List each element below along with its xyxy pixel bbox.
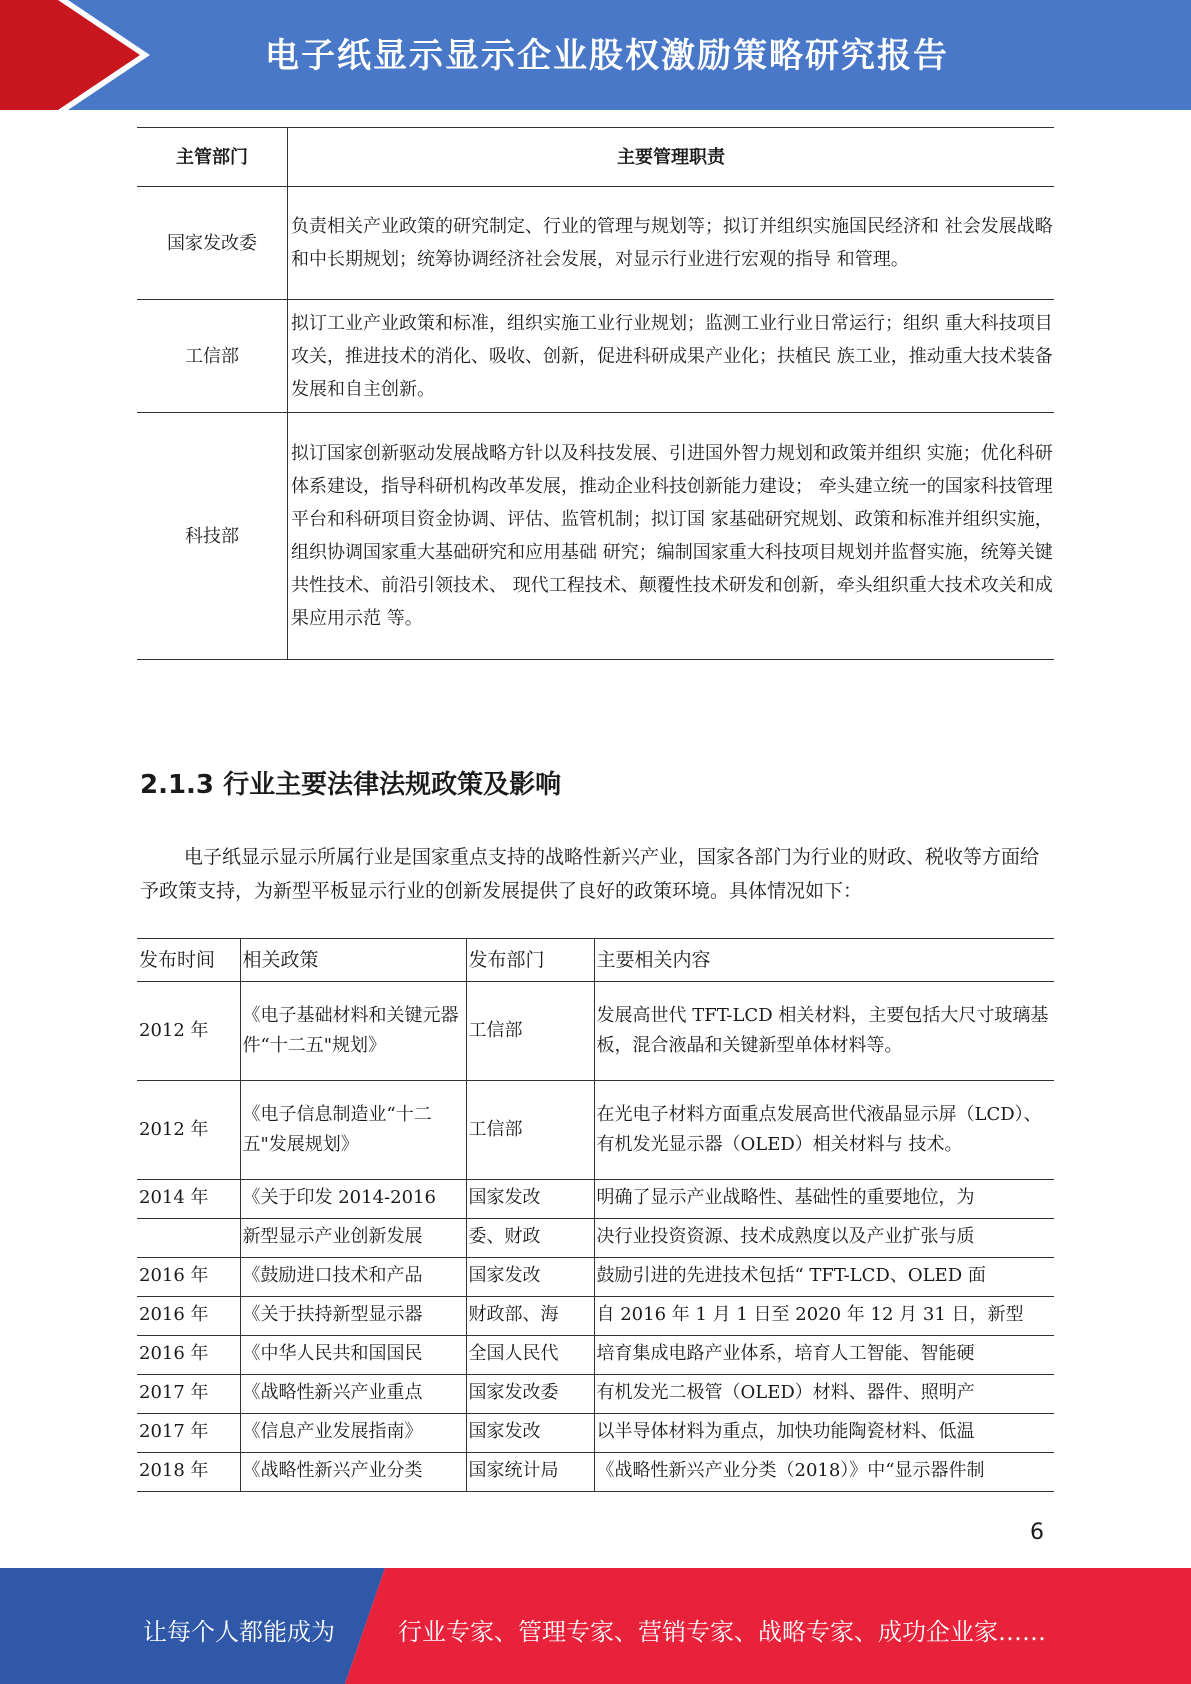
dept-cell <box>466 1414 594 1453</box>
dept-cell: 工信部 <box>137 300 288 413</box>
year-cell-text: 2016 年 <box>139 1304 209 1325</box>
policy-cell <box>240 1258 466 1297</box>
policy-cell-text: 《战略性新兴产业分类 <box>242 1460 423 1481</box>
year-cell-text: 2016 年 <box>139 1343 209 1364</box>
content-cell-text: 以半导体材料为重点，加快功能陶瓷材料、低温 <box>596 1421 975 1442</box>
dept-cell <box>466 1219 594 1258</box>
policy-cell <box>240 1336 466 1375</box>
duty-cell: 负责相关产业政策的研究制定、行业的管理与规划等；拟订并组织实施国民经济和 社会发展战略和中长期规划；统筹协调经济社会发展，对显示行业进行宏观的指导 和管理。 <box>288 187 1055 300</box>
dept-cell <box>466 1180 594 1219</box>
year-cell <box>137 1453 240 1492</box>
dept-cell-text: 国家统计局 <box>468 1460 559 1481</box>
table-header-policy: 相关政策 <box>240 939 466 982</box>
policy-cell-text: 《电子基础材料和关键元器件“十二五"规划》 <box>242 1005 459 1056</box>
dept-cell <box>466 1453 594 1492</box>
policy-cell-text: 《电子信息制造业“十二五"发展规划》 <box>242 1104 432 1155</box>
policy-cell <box>240 1414 466 1453</box>
page-number: 6 <box>1030 1520 1044 1545</box>
year-cell-text: 2018 年 <box>139 1460 209 1481</box>
policy-cell-text: 《战略性新兴产业重点 <box>242 1382 423 1403</box>
table-row <box>137 1336 1054 1375</box>
content-cell-text: 决行业投资资源、技术成熟度以及产业扩张与质 <box>596 1226 975 1247</box>
content-cell-text: 发展高世代 TFT-LCD 相关材料，主要包括大尺寸玻璃基板，混合液晶和关键新型单体材料等。 <box>596 1005 1049 1056</box>
table-row <box>137 1081 1054 1180</box>
table-header-year: 发布时间 <box>137 939 240 982</box>
dept-cell-text: 国家发改 <box>468 1265 541 1286</box>
year-cell-text: 2012 年 <box>139 1119 209 1140</box>
content-cell-text: 《战略性新兴产业分类（2018）》中“显示器件制 <box>596 1460 985 1481</box>
dept-cell <box>466 1081 594 1180</box>
year-cell <box>137 1219 240 1258</box>
page-header <box>0 0 1191 110</box>
dept-cell-text: 财政部、海 <box>468 1304 559 1325</box>
year-cell-text: 2012 年 <box>139 1020 209 1041</box>
table-row <box>137 1414 1054 1453</box>
content-cell-text: 明确了显示产业战略性、基础性的重要地位，为 <box>596 1187 975 1208</box>
year-cell <box>137 1081 240 1180</box>
dept-cell <box>466 1336 594 1375</box>
policy-cell <box>240 1180 466 1219</box>
content-cell <box>594 1258 1054 1297</box>
year-cell-text: 2017 年 <box>139 1421 209 1442</box>
table-row <box>137 1453 1054 1492</box>
policy-cell <box>240 1297 466 1336</box>
policy-cell <box>240 1375 466 1414</box>
year-cell <box>137 1414 240 1453</box>
dept-cell <box>466 1297 594 1336</box>
content-cell <box>594 1414 1054 1453</box>
content-cell <box>594 982 1054 1081</box>
report-title: 电子纸显示显示企业股权激励策略研究报告 <box>265 36 949 76</box>
content-cell <box>594 1336 1054 1375</box>
dept-cell <box>466 1258 594 1297</box>
dept-cell-text: 全国人民代 <box>468 1343 559 1364</box>
policy-cell <box>240 1219 466 1258</box>
table-row <box>137 1297 1054 1336</box>
policy-cell-text: 《关于扶持新型显示器 <box>242 1304 423 1325</box>
content-cell <box>594 1375 1054 1414</box>
section-paragraph: 电子纸显示显示所属行业是国家重点支持的战略性新兴产业，国家各部门为行业的财政、税收等方面给予政策支持，为新型平板显示行业的创新发展提供了良好的政策环境。具体情况如下： <box>140 846 1040 902</box>
year-cell <box>137 1258 240 1297</box>
page-footer <box>0 1568 1191 1684</box>
content-cell <box>594 1081 1054 1180</box>
department-table <box>137 127 1054 660</box>
dept-cell-text: 工信部 <box>468 1020 523 1041</box>
year-cell-text: 2017 年 <box>139 1382 209 1403</box>
table-row <box>137 187 1054 300</box>
content-cell <box>594 1453 1054 1492</box>
table-row <box>137 1375 1054 1414</box>
policy-cell <box>240 1081 466 1180</box>
table-row <box>137 1219 1054 1258</box>
policy-cell-text: 《中华人民共和国国民 <box>242 1343 423 1364</box>
year-cell <box>137 1336 240 1375</box>
dept-cell-text: 国家发改 <box>468 1421 541 1442</box>
dept-cell-text: 国家发改 <box>468 1187 541 1208</box>
table-header-content: 主要相关内容 <box>594 939 1054 982</box>
policy-cell-text: 新型显示产业创新发展 <box>242 1226 423 1247</box>
dept-cell <box>466 982 594 1081</box>
year-cell <box>137 982 240 1081</box>
table-header-duty: 主要管理职责 <box>288 128 1055 187</box>
year-cell-text <box>139 1219 240 1257</box>
policy-cell <box>240 1453 466 1492</box>
content-cell <box>594 1219 1054 1258</box>
content-cell-text: 有机发光二极管（OLED）材料、器件、照明产 <box>596 1382 975 1403</box>
duty-cell: 拟订工业产业政策和标准，组织实施工业行业规划；监测工业行业日常运行；组织 重大科技项目攻关，推进技术的消化、吸收、创新，促进科研成果产业化；扶植民 族工业，推动重大技术装备发展和自主创新。 <box>288 300 1055 413</box>
footer-slogan-right: 行业专家、管理专家、营销专家、战略专家、成功企业家…… <box>398 1618 1046 1646</box>
year-cell <box>137 1180 240 1219</box>
policy-cell <box>240 982 466 1081</box>
table-row <box>137 1258 1054 1297</box>
content-cell <box>594 1297 1054 1336</box>
dept-cell <box>466 1375 594 1414</box>
year-cell-text: 2014 年 <box>139 1187 209 1208</box>
dept-cell: 科技部 <box>137 413 288 660</box>
content-cell-text: 自 2016 年 1 月 1 日至 2020 年 12 月 31 日，新型 <box>596 1304 1024 1325</box>
footer-slogan-left: 让每个人都能成为 <box>143 1618 335 1646</box>
content-cell-text: 鼓励引进的先进技术包括“ TFT-LCD、OLED 面 <box>596 1265 986 1286</box>
year-cell <box>137 1375 240 1414</box>
year-cell <box>137 1297 240 1336</box>
header-arrow-icon <box>0 0 160 110</box>
table-row <box>137 982 1054 1081</box>
table-row <box>137 1180 1054 1219</box>
policy-table <box>137 938 1054 1492</box>
policy-cell-text: 《信息产业发展指南》 <box>242 1421 423 1442</box>
dept-cell-text: 委、财政 <box>468 1226 541 1247</box>
table-row <box>137 300 1054 413</box>
table-row <box>137 413 1054 660</box>
policy-cell-text: 《关于印发 2014-2016 <box>242 1187 436 1208</box>
content-cell <box>594 1180 1054 1219</box>
dept-cell: 国家发改委 <box>137 187 288 300</box>
duty-cell: 拟订国家创新驱动发展战略方针以及科技发展、引进国外智力规划和政策并组织 实施；优化科研体系建设，指导科研机构改革发展，推动企业科技创新能力建设； 牵头建立统一的国家科技管理平台和科研项目资金协调、评估、监管机制；拟订国 家基础研究规划、政策和标准并组织实施，组织协调国家重大基础研究和应用基础 研究；编制国家重大科技项目规划并监督实施，统筹关键共性技术、前沿引领技术、 现代工程技术、颠覆性技术研发和创新，牵头组织重大技术攻关和成果应用示范 等。 <box>288 413 1055 660</box>
table-header-dept: 发布部门 <box>466 939 594 982</box>
dept-cell-text: 工信部 <box>468 1119 523 1140</box>
content-cell-text: 培育集成电路产业体系，培育人工智能、智能硬 <box>596 1343 975 1364</box>
policy-cell-text: 《鼓励进口技术和产品 <box>242 1265 423 1286</box>
section-heading: 2.1.3 行业主要法律法规政策及影响 <box>140 770 562 800</box>
content-cell-text: 在光电子材料方面重点发展高世代液晶显示屏（LCD）、有机发光显示器（OLED）相关材料与 技术。 <box>596 1104 1042 1155</box>
table-header-dept: 主管部门 <box>137 128 288 187</box>
year-cell-text: 2016 年 <box>139 1265 209 1286</box>
dept-cell-text: 国家发改委 <box>468 1382 559 1403</box>
